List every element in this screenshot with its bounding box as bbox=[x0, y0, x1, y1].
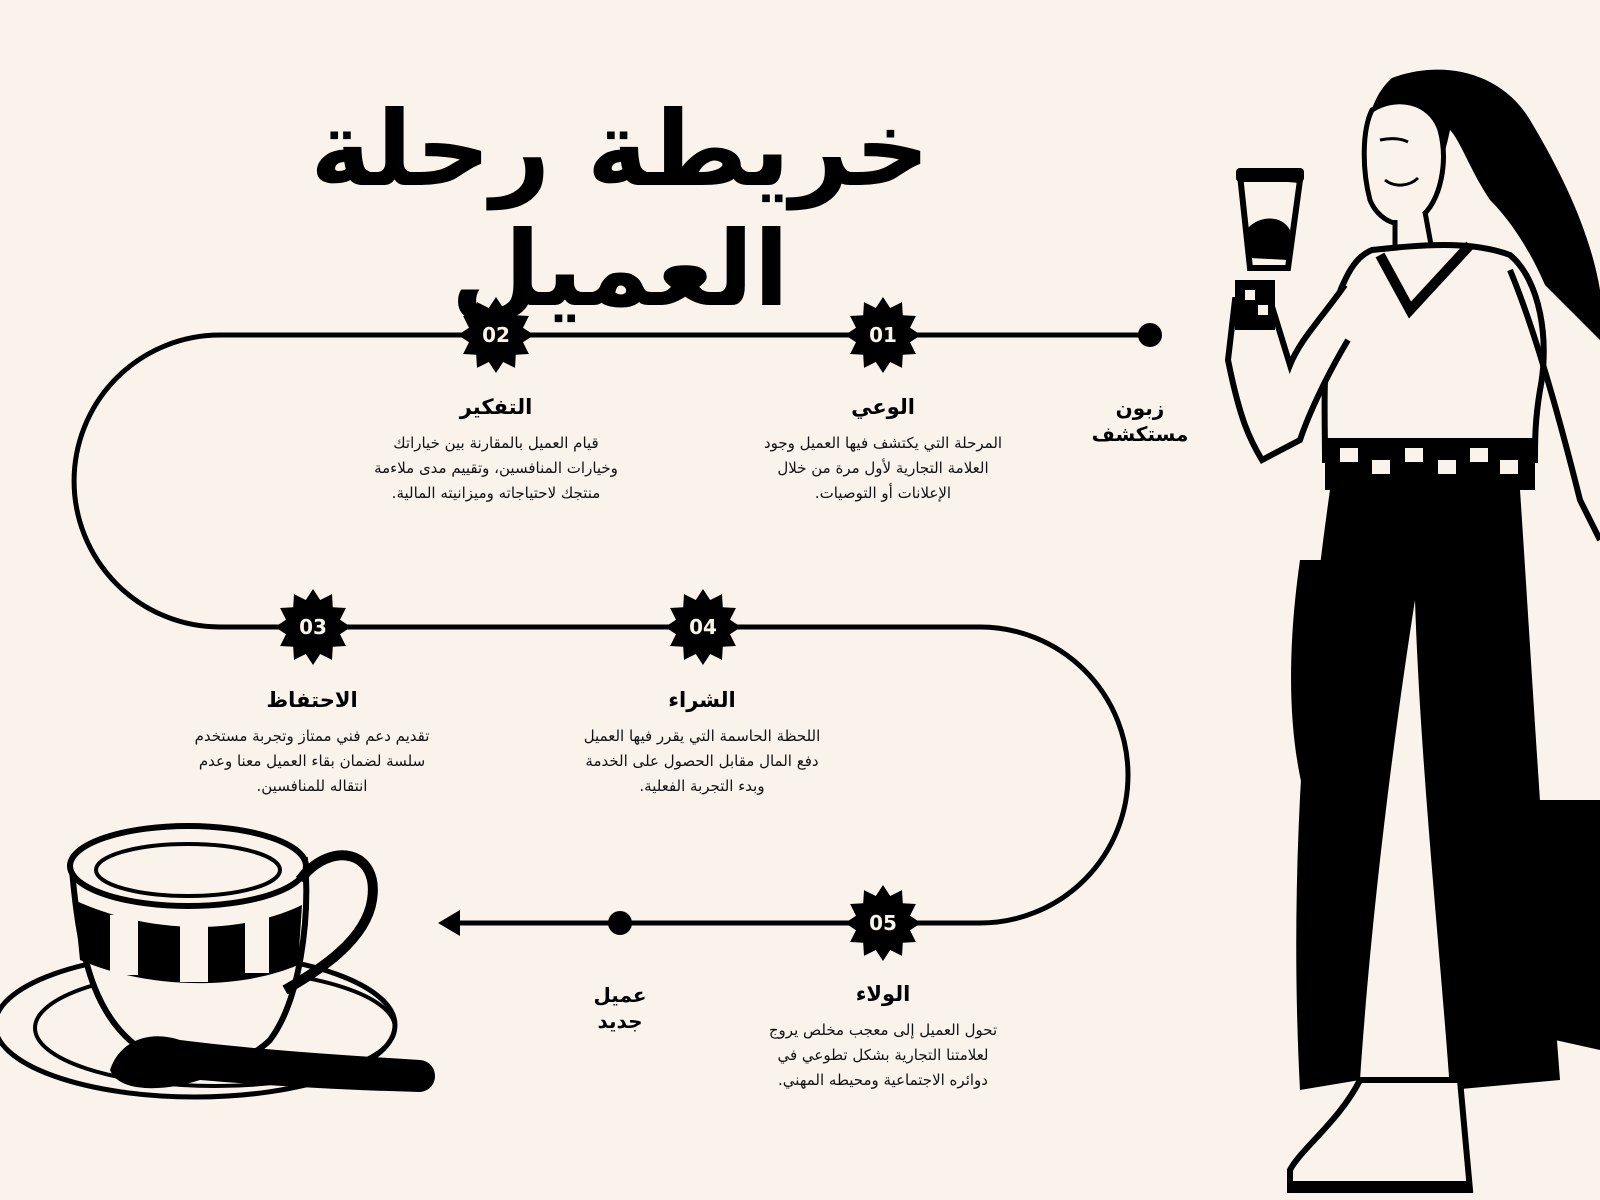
step-retention bbox=[162, 688, 462, 799]
step-title: الشراء bbox=[668, 688, 736, 712]
step-title: الوعي bbox=[851, 395, 915, 419]
end-dot bbox=[608, 911, 632, 935]
step-number: 05 bbox=[869, 911, 897, 935]
step-badge-04 bbox=[665, 589, 741, 665]
step-title: التفكير bbox=[459, 395, 533, 419]
step-title: الاحتفاظ bbox=[266, 688, 358, 712]
end-label: عميل جديد bbox=[593, 983, 647, 1033]
step-awareness bbox=[733, 395, 1033, 506]
woman-holding-coffee-illustration bbox=[1228, 70, 1600, 1190]
step-consideration bbox=[346, 395, 646, 506]
arrow-head bbox=[438, 910, 460, 936]
step-description: تقديم دعم فني ممتاز وتجربة مستخدم سلسة لضمان بقاء العميل معنا وعدم انتقاله للمنافسين. bbox=[194, 727, 430, 795]
step-loyalty bbox=[733, 982, 1033, 1093]
start-label: زبون مستكشف bbox=[1091, 396, 1189, 446]
step-description: اللحظة الحاسمة التي يقرر فيها العميل دفع المال مقابل الحصول على الخدمة وبدء التجربة الفعلية. bbox=[583, 727, 821, 795]
step-title: الولاء bbox=[855, 982, 911, 1006]
step-description: قيام العميل بالمقارنة بين خياراتك وخيارات المنافسين، وتقييم مدى ملاءمة منتجك لاحتياجاته وميزانيته المالية. bbox=[374, 434, 618, 502]
step-badge-03 bbox=[275, 589, 351, 665]
page-title: خريطة رحلة العميل bbox=[310, 88, 930, 330]
step-number: 02 bbox=[482, 323, 510, 347]
step-description: المرحلة التي يكتشف فيها العميل وجود العلامة التجارية لأول مرة من خلال الإعلانات أو التوصيات. bbox=[763, 434, 1003, 502]
step-badge-05 bbox=[845, 885, 921, 961]
step-purchase bbox=[552, 688, 852, 799]
coffee-cup-illustration bbox=[0, 826, 435, 1097]
step-description: تحول العميل إلى معجب مخلص يروج لعلامتنا التجارية بشكل تطوعي في دوائره الاجتماعية ومحيطه المهني. bbox=[768, 1021, 998, 1089]
step-number: 04 bbox=[689, 615, 717, 639]
step-number: 01 bbox=[869, 323, 897, 347]
step-number: 03 bbox=[299, 615, 327, 639]
start-dot bbox=[1138, 323, 1162, 347]
